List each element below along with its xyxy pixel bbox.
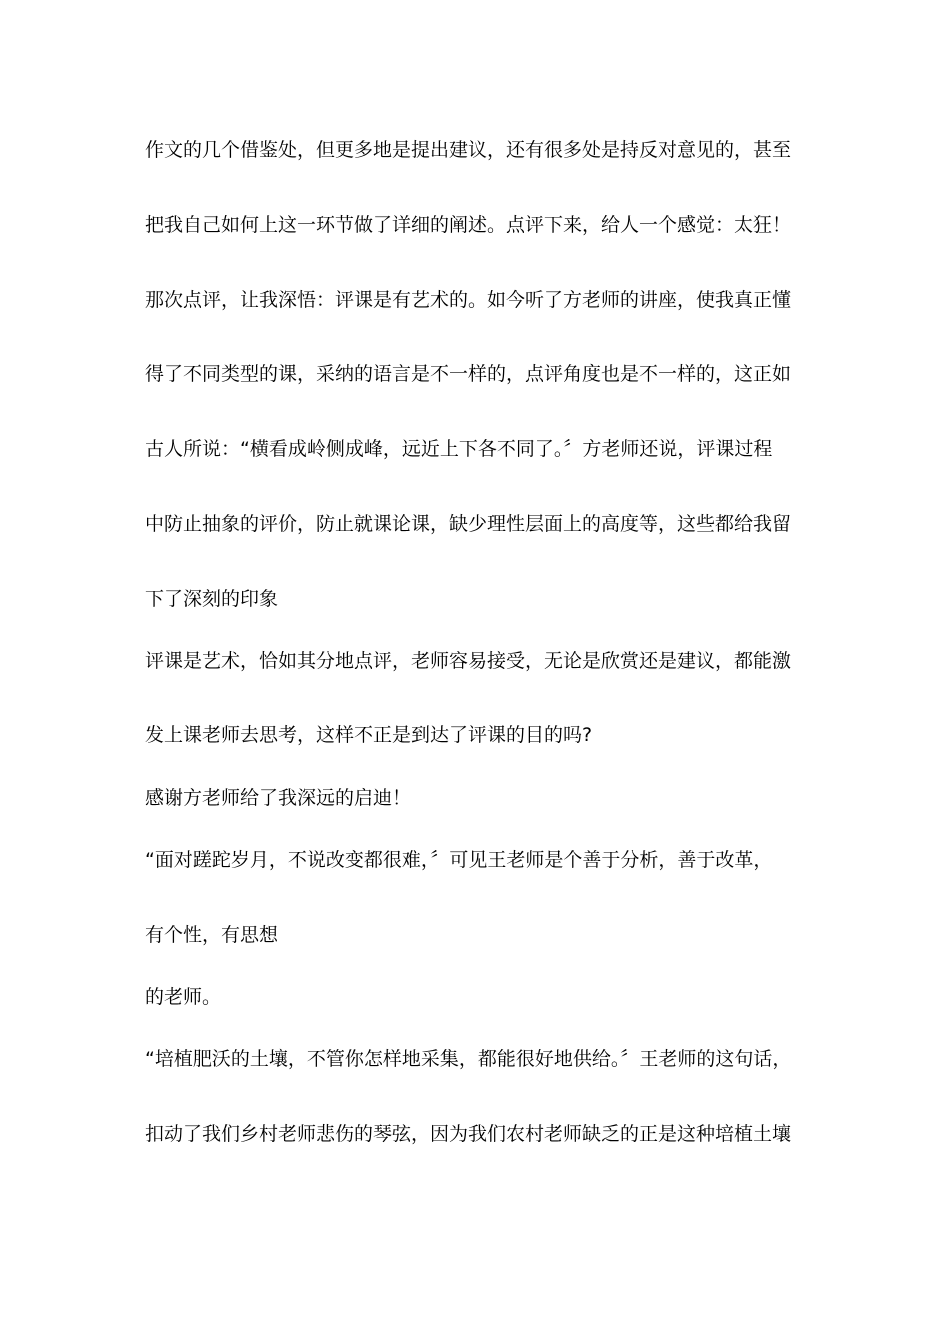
text-line: 发上课老师去思考，这样不正是到达了评课的目的吗?	[145, 724, 593, 746]
text-line: 感谢方老师给了我深远的启迪！	[145, 787, 412, 809]
text-line: 下了深刻的印象	[145, 588, 279, 610]
text-line: 的老师。	[145, 986, 222, 1008]
text-line: 那次点评，让我深悟：评课是有艺术的。如今听了方老师的讲座，使我真正懂	[145, 289, 792, 311]
text-line: “培植肥沃的土壤，不管你怎样地采集，都能很好地供给。〞王老师的这句话，	[145, 1048, 792, 1070]
text-line: 得了不同类型的课，采纳的语言是不一样的，点评角度也是不一样的，这正如	[145, 363, 792, 385]
text-line: 作文的几个借鉴处，但更多地是提出建议，还有很多处是持反对意见的，甚至	[145, 139, 792, 161]
text-line: 把我自己如何上这一环节做了详细的阐述。点评下来，给人一个感觉：太狂！	[145, 214, 792, 236]
text-line: “面对蹉跎岁月，不说改变都很难，〞可见王老师是个善于分析，善于改革，	[145, 849, 773, 871]
text-line: 中防止抽象的评价，防止就课论课，缺少理性层面上的高度等，这些都给我留	[145, 513, 792, 535]
text-line: 扣动了我们乡村老师悲伤的琴弦，因为我们农村老师缺乏的正是这种培植土壤	[145, 1123, 792, 1145]
text-line: 古人所说：“横看成岭侧成峰，远近上下各不同了。〞方老师还说，评课过程	[145, 438, 773, 460]
text-line: 评课是艺术，恰如其分地点评，老师容易接受，无论是欣赏还是建议，都能激	[145, 650, 792, 672]
text-line: 有个性，有思想	[145, 924, 279, 946]
